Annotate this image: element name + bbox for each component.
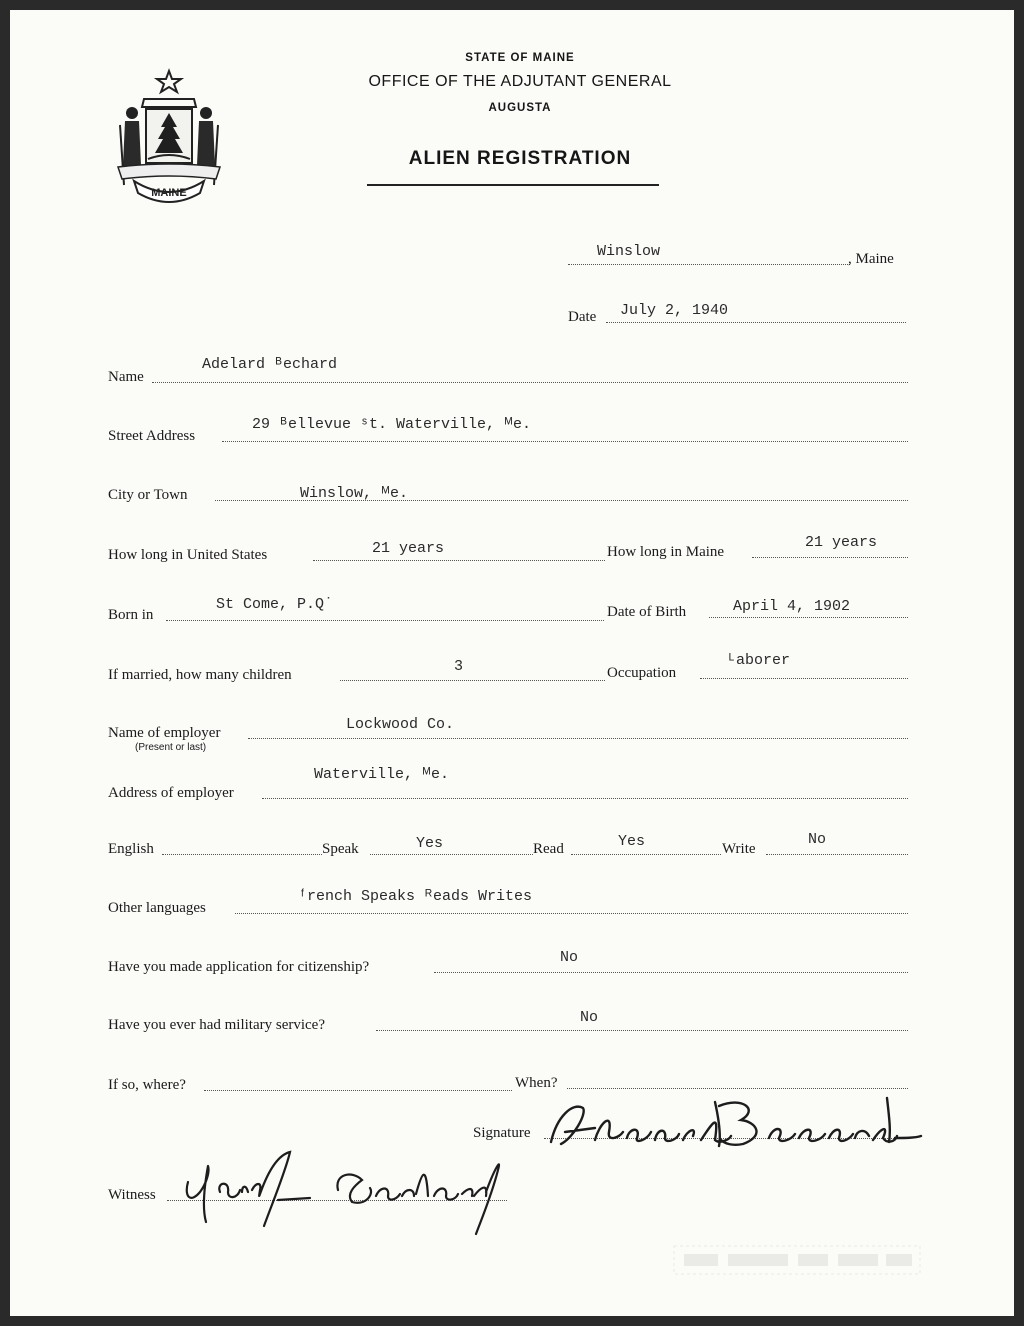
witness-label: Witness bbox=[108, 1187, 156, 1203]
english-line bbox=[162, 854, 322, 855]
city-heading: AUGUSTA bbox=[488, 102, 552, 114]
citizenship-value: No bbox=[560, 949, 579, 966]
occupation-line bbox=[700, 678, 908, 679]
write-value: No bbox=[808, 831, 827, 848]
occupation-value: ᴸaborer bbox=[727, 652, 791, 669]
state-heading: STATE OF MAINE bbox=[465, 52, 575, 64]
us-duration-label: How long in United States bbox=[108, 547, 268, 563]
faint-received-stamp-icon bbox=[672, 1242, 922, 1278]
place-suffix: , Maine bbox=[848, 251, 894, 267]
english-label: English bbox=[108, 841, 154, 857]
born-value: St Come, P.Q˙ bbox=[216, 596, 334, 613]
street-label: Street Address bbox=[108, 428, 196, 444]
place-line bbox=[568, 264, 850, 265]
citizenship-line bbox=[434, 972, 908, 973]
military-line bbox=[376, 1030, 908, 1031]
military-value: No bbox=[580, 1009, 599, 1026]
when-line bbox=[567, 1088, 908, 1089]
dob-label: Date of Birth bbox=[607, 604, 687, 620]
military-label: Have you ever had military service? bbox=[108, 1017, 325, 1033]
form-title: ALIEN REGISTRATION bbox=[408, 148, 632, 169]
signature-handwriting bbox=[543, 1092, 923, 1156]
us-duration-value: 21 years bbox=[372, 540, 445, 557]
place-value: Winslow bbox=[597, 243, 661, 260]
maine-duration-label: How long in Maine bbox=[607, 544, 725, 560]
when-label: When? bbox=[515, 1075, 558, 1091]
occupation-label: Occupation bbox=[607, 665, 677, 681]
read-value: Yes bbox=[618, 833, 646, 850]
signature-label: Signature bbox=[473, 1125, 531, 1141]
employer-sublabel: (Present or last) bbox=[135, 742, 207, 753]
other-languages-label: Other languages bbox=[108, 900, 206, 916]
maine-duration-line bbox=[752, 557, 908, 558]
speak-value: Yes bbox=[416, 835, 444, 852]
witness-handwriting bbox=[176, 1130, 516, 1240]
maine-state-seal-icon bbox=[110, 65, 228, 205]
city-value: Winslow, ᴹe. bbox=[300, 485, 409, 502]
name-label: Name bbox=[108, 369, 144, 385]
dob-line bbox=[709, 617, 908, 618]
speak-line bbox=[370, 854, 533, 855]
name-line bbox=[152, 382, 908, 383]
maine-duration-value: 21 years bbox=[805, 534, 878, 551]
employer-address-label: Address of employer bbox=[108, 785, 234, 801]
svg-text:MAINE: MAINE bbox=[151, 187, 187, 199]
where-line bbox=[204, 1090, 512, 1091]
children-label: If married, how many children bbox=[108, 667, 292, 683]
office-heading: OFFICE OF THE ADJUTANT GENERAL bbox=[368, 73, 672, 90]
born-line bbox=[166, 620, 604, 621]
title-underline bbox=[367, 184, 659, 186]
write-label: Write bbox=[722, 841, 756, 857]
where-label: If so, where? bbox=[108, 1077, 186, 1093]
employer-address-line bbox=[262, 798, 908, 799]
employer-label: Name of employer bbox=[108, 725, 221, 741]
employer-line bbox=[248, 738, 908, 739]
employer-address-value: Waterville, ᴹe. bbox=[314, 766, 450, 783]
read-label: Read bbox=[533, 841, 564, 857]
born-label: Born in bbox=[108, 607, 154, 623]
dob-value: April 4, 1902 bbox=[733, 598, 851, 615]
city-label: City or Town bbox=[108, 487, 188, 503]
other-languages-value: ᶠrench Speaks ᴿeads Writes bbox=[298, 888, 533, 905]
date-value: July 2, 1940 bbox=[620, 302, 729, 319]
street-value: 29 ᴮellevue ˢt. Waterville, ᴹe. bbox=[252, 416, 532, 433]
name-value: Adelard ᴮechard bbox=[202, 356, 338, 373]
read-line bbox=[571, 854, 721, 855]
registration-form bbox=[10, 10, 1014, 1316]
write-line bbox=[766, 854, 908, 855]
children-value: 3 bbox=[454, 658, 464, 675]
employer-value: Lockwood Co. bbox=[346, 716, 455, 733]
speak-label: Speak bbox=[322, 841, 359, 857]
children-line bbox=[340, 680, 605, 681]
us-duration-line bbox=[313, 560, 605, 561]
street-line bbox=[222, 441, 908, 442]
date-line bbox=[606, 322, 906, 323]
date-label: Date bbox=[568, 309, 597, 325]
citizenship-label: Have you made application for citizenship? bbox=[108, 959, 370, 975]
other-languages-line bbox=[235, 913, 908, 914]
